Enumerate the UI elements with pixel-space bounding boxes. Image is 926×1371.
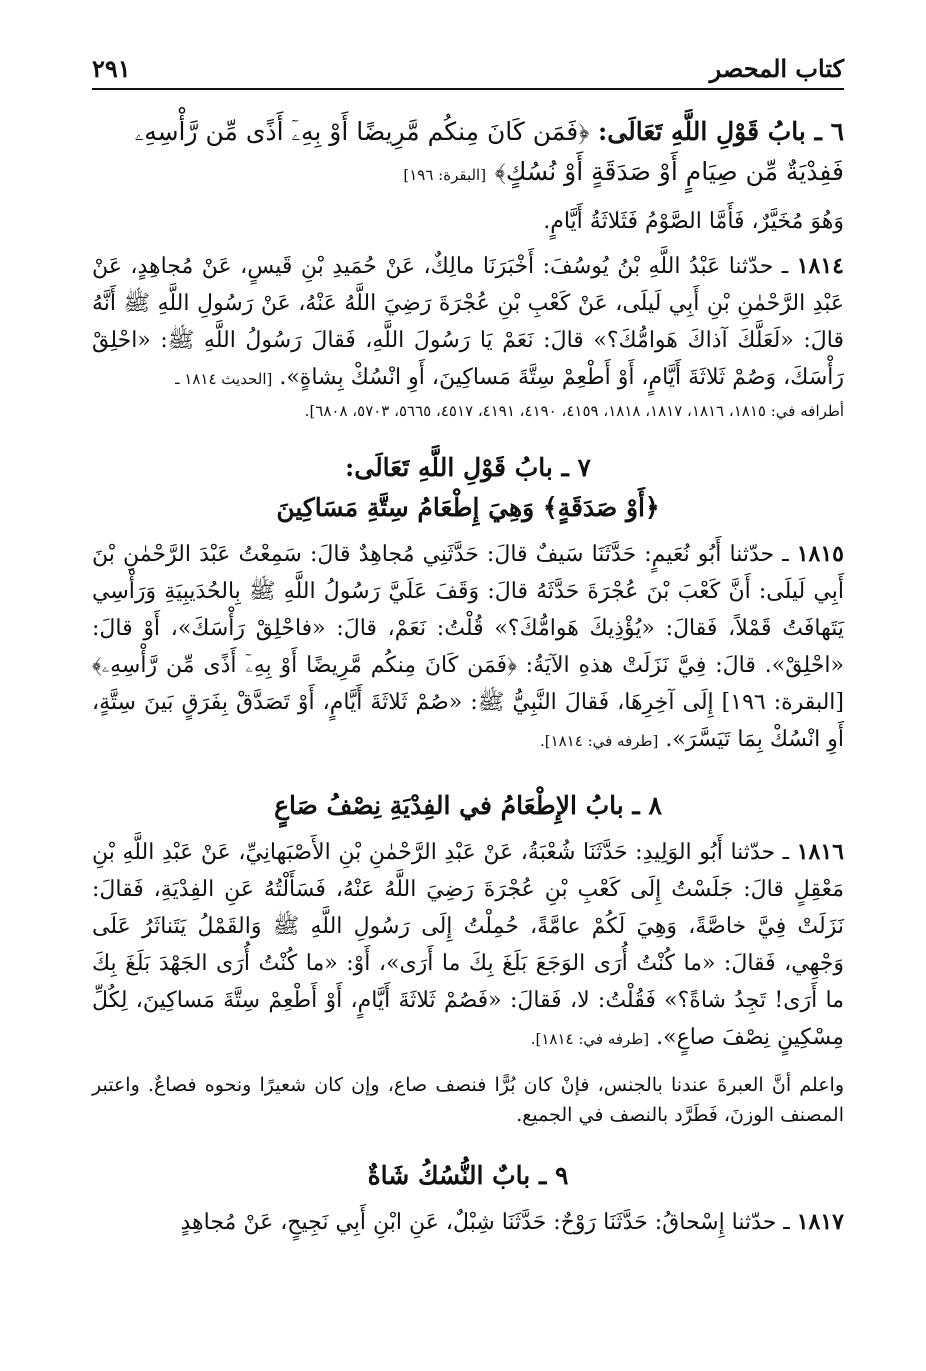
- hadith-atraf: أطرافه في: ١٨١٥، ١٨١٦، ١٨١٧، ١٨١٨، ٤١٥٩، ٤١٩٠، ٤١٩١، ٤٥١٧، ٥٦٦٥، ٥٧٠٣، ٦٨٠٨].: [304, 402, 844, 420]
- chapter-9-heading: ٩ ـ بابٌ النُّسُكُ شَاةٌ: [367, 1161, 569, 1190]
- chapter-8-heading: ٨ ـ بابُ الإِطْعَامُ في الفِدْيَةِ نِصْفُ صَاعٍ: [274, 791, 662, 820]
- hadith-number: ١٨١٧: [796, 1209, 844, 1235]
- hadith-1816: [92, 834, 844, 1058]
- hadith-1817: [92, 1204, 844, 1241]
- chapter-7-subtitle: ﴿أَوْ صَدَقَةٍ﴾ وَهِيَ إِطْعَامُ سِتَّةِ مَسَاكِينَ: [276, 493, 660, 522]
- hadith-number: ١٨١٥: [796, 541, 844, 567]
- hadith-text: ـ حدّثنا أَبُو الوَلِيدِ: حَدَّثَنَا شُعْبَةُ، عَنْ عَبْدِ الرَّحْمٰنِ بْنِ الأَصْبَهانِيِّ، عَنْ عَبْدِ اللَّهِ بْنِ مَعْقِلٍ قالَ: جَلَسْتُ إِلَى كَعْبِ بْنِ عُجْرَةَ رَضِيَ اللَّهُ عَنْهُ، فَسَأَلْتُهُ عَنِ الفِدْيَةِ، فَقالَ: نَزَلَتْ فِيَّ خاصَّةً، وَهِيَ لَكُمْ عامَّةً، حُمِلْتُ إِلَى رَسُولِ اللَّهِ ﷺ وَالقَمْلُ يَتَناثَرُ عَلَى وَجْهِي، فَقالَ: «ما كُنْتُ أُرَى الوَجَعَ بَلَغَ بِكَ ما أَرَى»، أَوْ: «ما كُنْتُ أُرَى الجَهْدَ بَلَغَ بِكَ ما أَرَى! تَجِدُ شاةً؟» فَقُلْتُ: لا، فَقالَ: «فَصُمْ ثَلاثَةَ أَيَّامٍ، أَوْ أَطْعِمْ سِتَّةَ مَساكِينَ، لِكُلِّ مِسْكِينٍ نِصْفَ صاعٍ».: [92, 840, 844, 1050]
- hadith-text: ـ حدّثنا أَبُو نُعَيمٍ: حَدَّثَنَا سَيفٌ قالَ: حَدَّثَنِي مُجاهِدٌ قالَ: سَمِعْتُ عَبْدَ الرَّحْمٰنِ بْنَ أَبِي لَيلَى: أَنَّ كَعْبَ بْنَ عُجْرَةَ حَدَّثَهُ قالَ: وَقَفَ عَلَيَّ رَسُولُ اللَّهِ ﷺ بِالحُدَيبِيَةِ وَرَأْسِي يَتَهافَتُ قَمْلاً، فَقالَ: «يُؤْذِيكَ هَوامُّكَ؟» قُلْتُ: نَعَمْ، قالَ: «فاحْلِقْ رَأْسَكَ»، أَوْ قالَ: «احْلِقْ». قالَ: فِيَّ نَزَلَتْ هذهِ الآيَةُ: ﴿فَمَن كَانَ مِنكُم مَّرِيضًا أَوْ بِهِۦٓ أَذًى مِّن رَّأْسِهِۦ﴾ [البقرة: ١٩٦] إِلَى آخِرِهَا، فَقالَ النَّبِيُّ ﷺ: «صُمْ ثَلاثَةَ أَيَّامٍ، أَوْ تَصَدَّقْ بِفَرَقٍ بَينَ سِتَّةٍ، أَوِ انْسُكْ بِمَا تَيَسَّرَ».: [92, 542, 844, 752]
- chapter-6-title: ٦ ـ بابُ قَوْلِ اللَّهِ تَعَالَى:: [598, 117, 844, 146]
- hadith-ref: [طرفه في: ١٨١٤].: [530, 1030, 650, 1048]
- commentary-note: واعلم أنَّ العبرةَ عندنا بالجنس، فإنْ كان بُرًّا فنصف صاع، وإن كان شعيرًا ونحوه فصاعٌ. واعتبر المصنف الوزنَ، فَطَرَّد بالنصف في الجميع.: [92, 1074, 844, 1126]
- chapter-6-text: وَهُوَ مُخَيَّرٌ، فَأَمَّا الصَّوْمُ فَثَلاثَةُ أَيَّامٍ.: [543, 209, 844, 234]
- chapter-6-ref: [البقرة: ١٩٦]: [403, 166, 487, 184]
- book-title: كتاب المحصر: [709, 54, 844, 83]
- hadith-ref: [طرفه في: ١٨١٤].: [539, 732, 659, 750]
- chapter-6-verse: ﴿فَمَن كَانَ مِنكُم مَّرِيضًا أَوْ بِهِۦٓ أَذًى مِّن رَّأْسِهِۦ فَفِدْيَةٌ مِّن صِيَامٍ أَوْ صَدَقَةٍ أَوْ نُسُكٍ﴾: [134, 117, 844, 186]
- hadith-1815: [92, 536, 844, 760]
- chapter-7-title: ٧ ـ بابُ قَوْلِ اللَّهِ تَعَالَى:: [345, 453, 591, 482]
- hadith-ref: [الحديث ١٨١٤ ـ: [175, 370, 273, 388]
- book-page: [92, 48, 844, 1241]
- chapter-6-heading: [92, 112, 844, 195]
- hadith-text: ـ حدّثنا عَبْدُ اللَّهِ بْنُ يُوسُفَ: أَخْبَرَنَا مالِكٌ، عَنْ حُمَيدِ بْنِ قَيسٍ، عَنْ مُجاهِدٍ، عَنْ عَبْدِ الرَّحْمٰنِ بْنِ أَبِي لَيلَى، عَنْ كَعْبِ بْنِ عُجْرَةَ رَضِيَ اللَّهُ عَنْهُ، عَنْ رَسُولِ اللَّهِ ﷺ أَنَّهُ قالَ: «لَعَلَّكَ آذاكَ هَوامُّكَ؟» قالَ: نَعَمْ يَا رَسُولَ اللَّهِ، فَقالَ رَسُولُ اللَّهِ ﷺ: «احْلِقْ رَأْسَكَ، وَصُمْ ثَلاثَةَ أَيَّامٍ، أَوْ أَطْعِمْ سِتَّةَ مَساكِينَ، أَوِ انْسُكْ بِشاةٍ».: [92, 254, 844, 390]
- page-number: ٢٩١: [92, 54, 131, 83]
- hadith-1814: [92, 248, 844, 398]
- chapter-7-heading: [92, 448, 844, 528]
- page-header: [92, 48, 844, 90]
- hadith-text: ـ حدّثنا إِسْحاقُ: حَدَّثَنَا رَوْحٌ: حَدَّثَنَا شِبْلٌ، عَنِ ابْنِ أَبِي نَجِيحٍ، عَنْ مُجاهِدٍ: [180, 1210, 790, 1235]
- hadith-number: ١٨١٤: [796, 253, 844, 279]
- hadith-number: ١٨١٦: [796, 839, 844, 865]
